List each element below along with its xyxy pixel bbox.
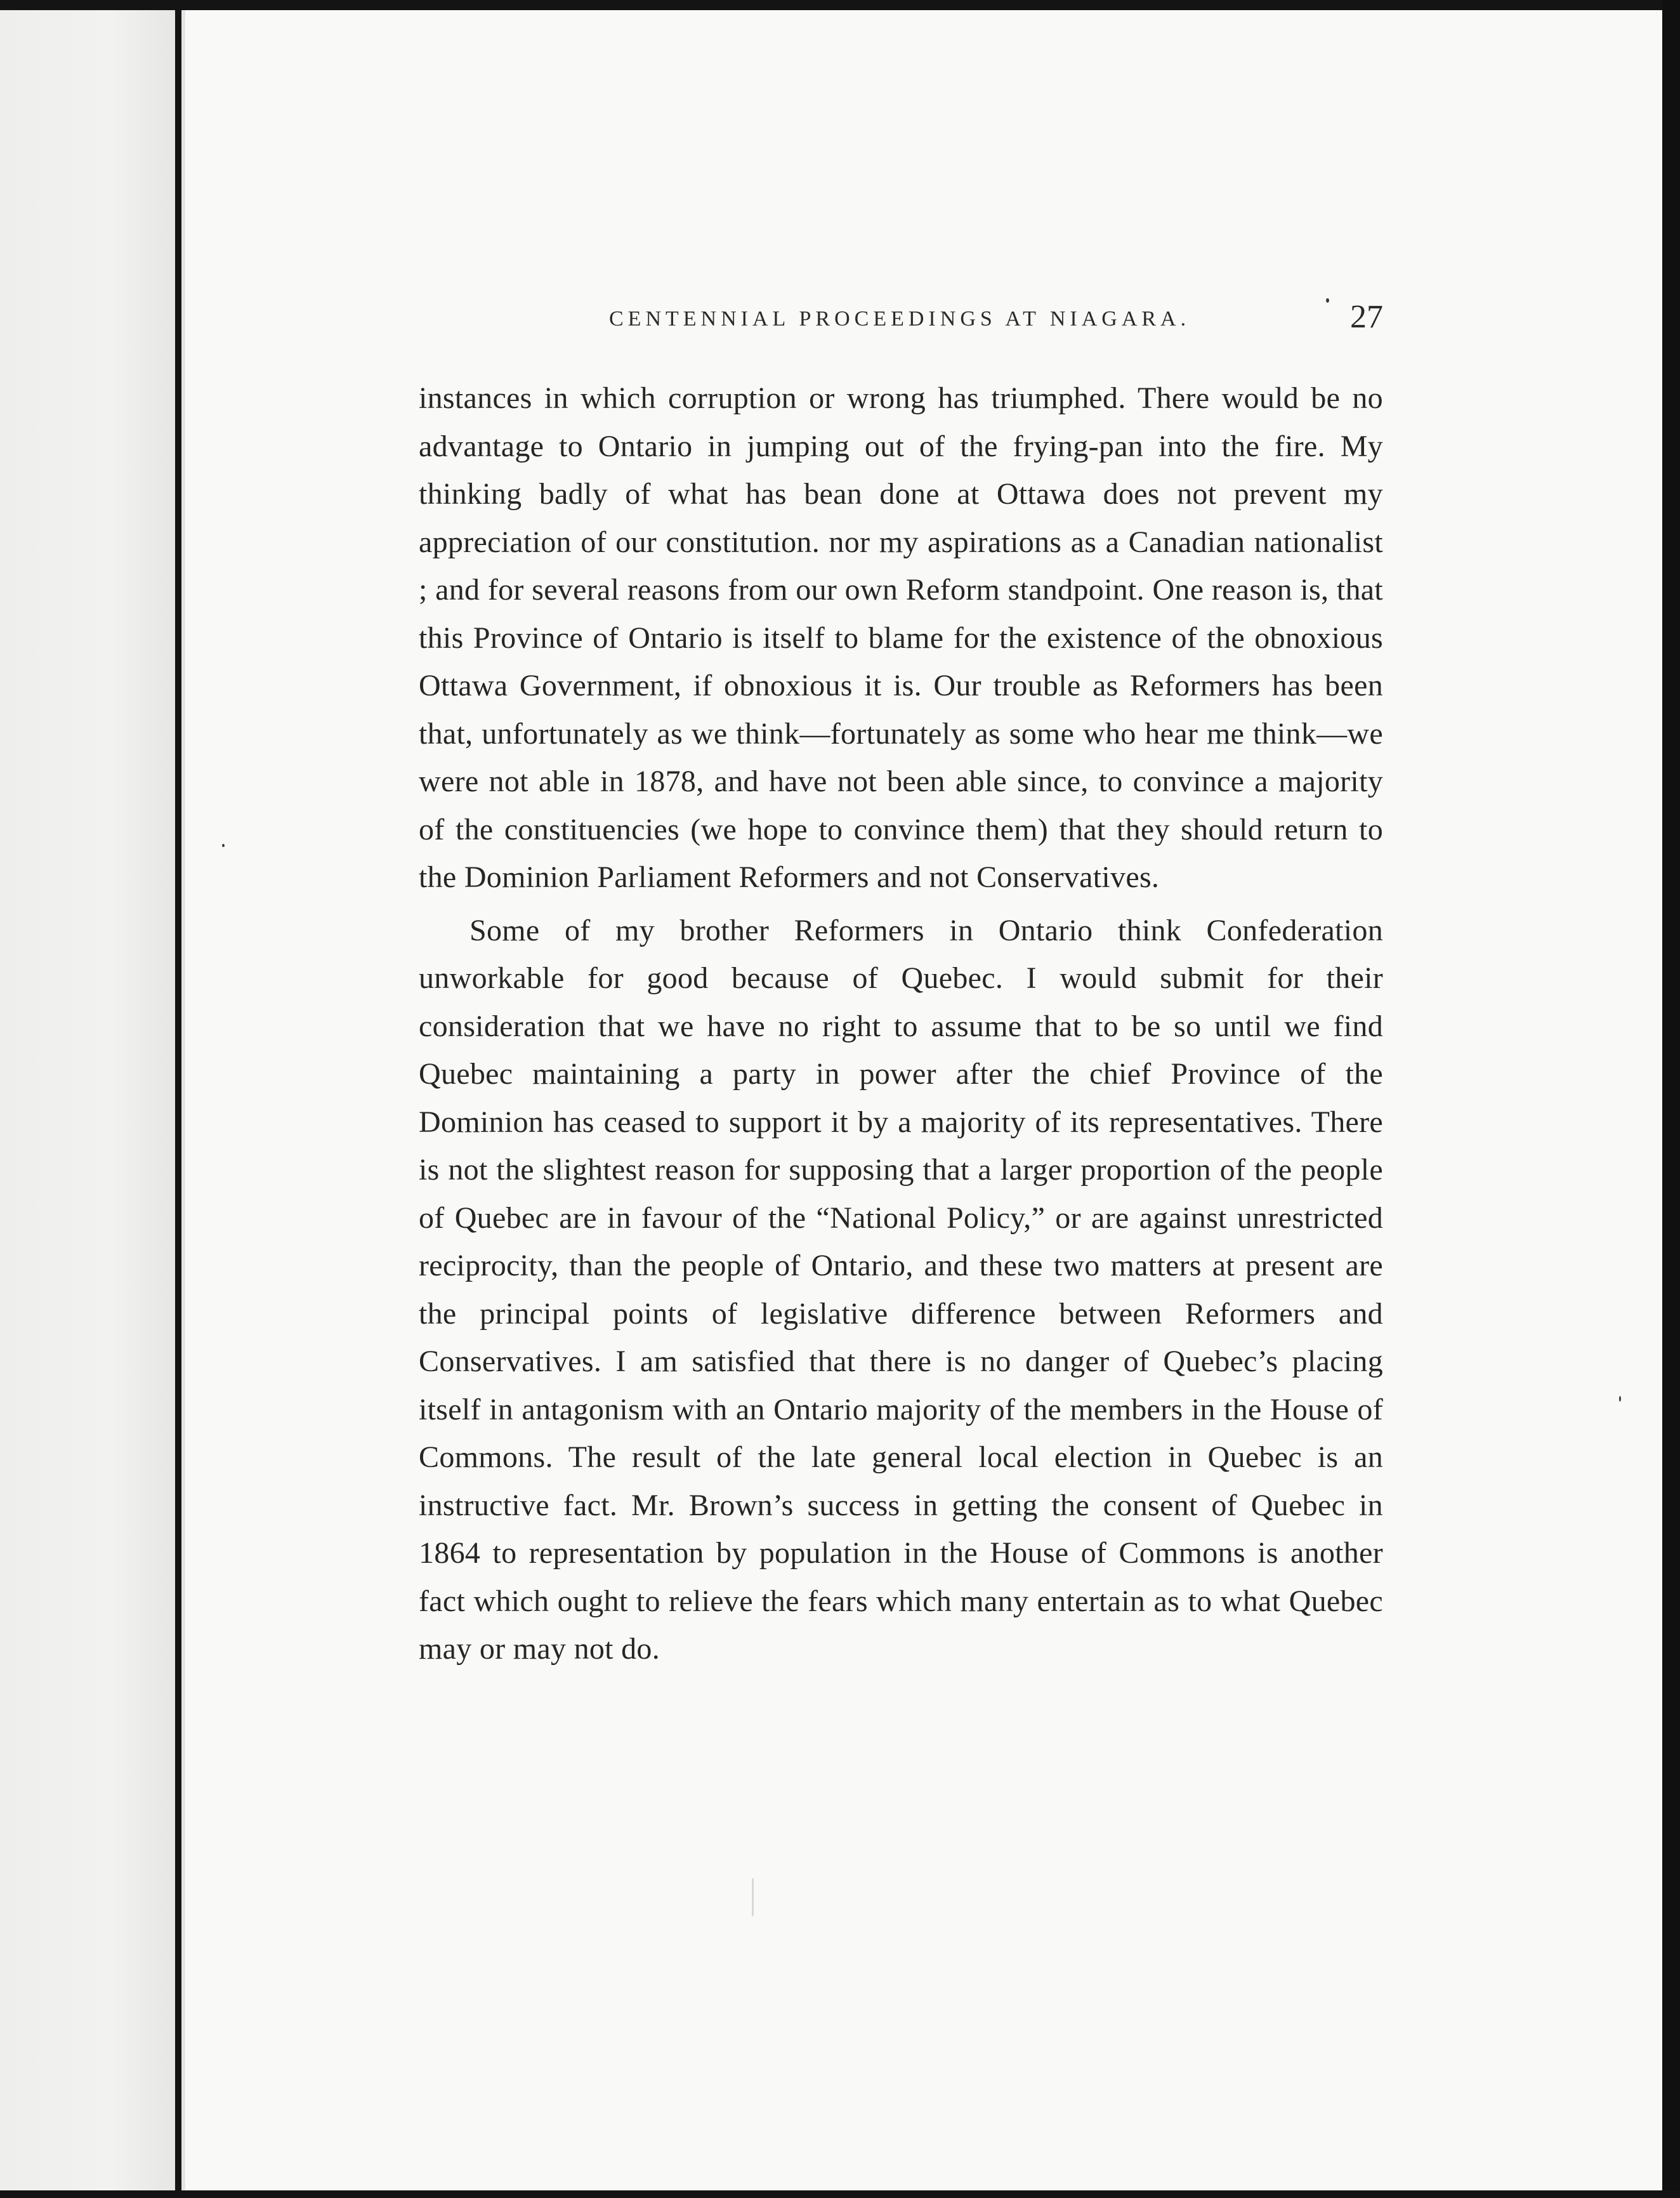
bottom-scan-edge bbox=[0, 2190, 1680, 2198]
body-text bbox=[419, 374, 1383, 1673]
facing-page-gutter bbox=[0, 0, 185, 2198]
scan-speck bbox=[222, 844, 225, 847]
page-number: 27 bbox=[1350, 299, 1383, 335]
running-head-title: CENTENNIAL PROCEEDINGS AT NIAGARA. bbox=[609, 307, 1191, 331]
paragraph-2: Some of my brother Reformers in Ontario think Confederation unworkable for good because of Quebec. I would submit for their consideration that we have no right to assume that to be so until we find Quebec maintaining a party in power after the chief Province of the Dominion has ceased to support it by a majority of its representatives. There is not the slightest reason for supposing that a larger proportion of the people of Quebec are in favour of the “National Policy,” or are against unrestricted reciprocity, than the people of Ontario, and these two matters at present are the principal points of legislative difference between Reformers and Conservatives. I am satisfied that there is no danger of Quebec’s placing itself in antagonism with an Ontario majority of the members in the House of Commons. The result of the late general local election in Quebec is an instructive fact. Mr. Brown’s success in getting the consent of Quebec in 1864 to representation by population in the House of Commons is another fact which ought to relieve the fears which many entertain as to what Quebec may or may not do. bbox=[419, 913, 1383, 1666]
scan-speck bbox=[1326, 298, 1329, 303]
binding-shadow bbox=[175, 0, 181, 2198]
paragraph-1: instances in which corruption or wrong has triumphed. There would be no advantage to Ontario in jumping out of the frying-pan into the fire. My thinking badly of what has bean done at Ottawa does not prevent my appreciation of our constitution. nor my aspirations as a Canadian nationalist ; and for several reasons from our own Reform standpoint. One reason is, that this Province of Ontario is itself to blame for the existence of the obnoxious Ottawa Government, if obnoxious it is. Our trouble as Reformers has been that, unfortunately as we think—fortunately as some who hear me think—we were not able in 1878, and have not been able since, to convince a majority of the constituencies (we hope to convince them) that they should return to the Dominion Parliament Reformers and not Conservatives. bbox=[419, 381, 1383, 894]
running-head bbox=[419, 298, 1383, 349]
scan-speck bbox=[752, 1878, 754, 1916]
scan-speck bbox=[1619, 1396, 1621, 1402]
right-scan-edge bbox=[1662, 0, 1680, 2198]
top-scan-edge bbox=[0, 0, 1680, 10]
